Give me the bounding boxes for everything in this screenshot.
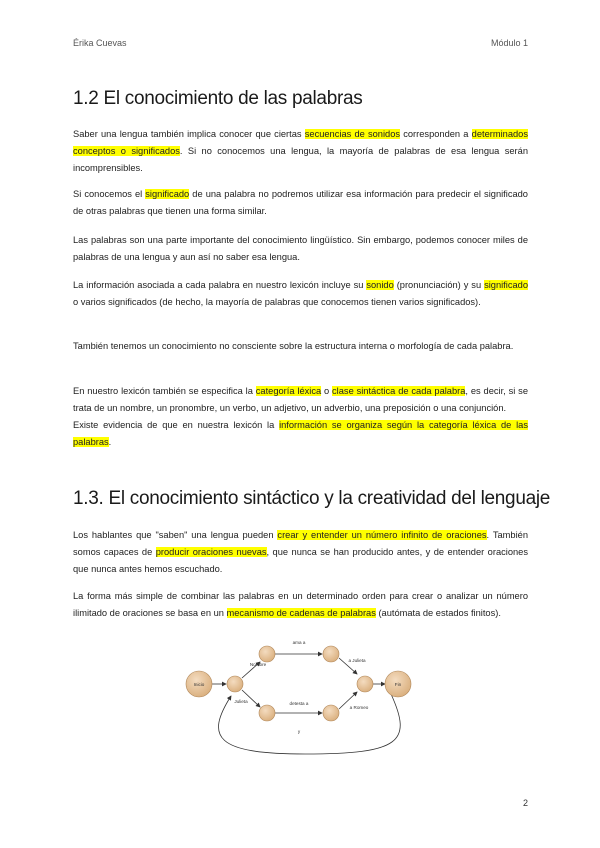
text-run: La forma más simple de combinar las palabras en un determinado orden para crear o analizar un número ilimitado de oraciones se basa en un: [73, 591, 528, 618]
edge-label: detesta a: [289, 701, 309, 706]
paragraph: [73, 338, 528, 355]
text-run: También tenemos un conocimiento no consciente sobre la estructura interna o morfología de cada palabra.: [73, 341, 514, 351]
text-run: o varios significados (de hecho, la mayoría de palabras que conocemos tienen varios significados).: [73, 297, 481, 307]
paragraph: [73, 383, 528, 451]
state-node: [323, 646, 339, 662]
text-run: Existe evidencia de que en nuestra lexicón la: [73, 420, 280, 430]
text-run: . También somos capaces de: [73, 530, 528, 557]
highlighted-text: significado: [484, 280, 528, 290]
state-node: [227, 676, 243, 692]
paragraph: [73, 126, 528, 177]
state-node: [259, 646, 275, 662]
paragraph: [73, 232, 528, 266]
text-run: , que nunca se han producido antes, y de entender oraciones que nunca antes hemos escuchado.: [73, 547, 528, 574]
text-run: La información asociada a cada palabra en nuestro lexicón incluye su: [73, 280, 367, 290]
start-label: Inicio: [193, 682, 205, 687]
text-run: corresponden a: [400, 129, 472, 139]
edge-label: ama a: [292, 640, 306, 645]
header-author: Érika Cuevas: [73, 38, 127, 48]
edge-label: a Romeo: [349, 705, 369, 710]
highlighted-text: determinados conceptos o significados: [73, 129, 528, 156]
edge-label: a Julieta: [348, 658, 366, 663]
text-run: (pronunciación) y su: [393, 280, 485, 290]
page-number: 2: [522, 798, 528, 808]
text-run: Si conocemos el: [73, 189, 146, 199]
text-run: . Si no conocemos una lengua, la mayoría de palabras de esa lengua serán incomprensibles.: [73, 146, 528, 173]
text-run: (autómata de estados finitos).: [375, 608, 501, 618]
highlighted-text: categoría léxica: [255, 386, 322, 396]
text-run: , es decir, si se trata de un nombre, un pronombre, un verbo, un adjetivo, un adverbio, una preposición o una conjunción.: [73, 386, 528, 413]
paragraph: [73, 186, 528, 220]
paragraph: [73, 527, 528, 578]
text-run: Los hablantes que "saben" una lengua pueden: [73, 530, 278, 540]
highlighted-text: mecanismo de cadenas de palabras: [226, 608, 376, 618]
section-1-title: 1.2 El conocimiento de las palabras: [73, 88, 363, 109]
highlighted-text: clase sintáctica de cada palabra: [332, 386, 466, 396]
end-label: Fin: [394, 682, 402, 687]
highlighted-text: sonido: [366, 280, 394, 290]
highlighted-text: producir oraciones nuevas: [155, 547, 267, 557]
state-node: [357, 676, 373, 692]
finite-state-automaton-diagram: [185, 632, 420, 762]
highlighted-text: crear y entender un número infinito de oraciones: [277, 530, 487, 540]
highlighted-text: información se organiza según la categoría léxica de las palabras: [73, 420, 528, 447]
text-run: Saber una lengua también implica conocer que ciertas: [73, 129, 305, 139]
header-module: Módulo 1: [490, 38, 528, 48]
text-run: de una palabra no podremos utilizar esa información para predecir el significado de otras palabras que tienen una forma similar.: [73, 189, 528, 216]
text-run: o: [321, 386, 333, 396]
paragraph: [73, 277, 528, 311]
edge-label: y: [297, 729, 301, 734]
highlighted-text: significado: [145, 189, 190, 199]
text-run: Las palabras son una parte importante del conocimiento lingüístico. Sin embargo, podemos conocer miles de palabras de una lengua y aun así no saber esa lengua.: [73, 235, 528, 262]
text-run: En nuestro lexicón también se especifica la: [73, 386, 256, 396]
edge-label: Julieta: [234, 699, 248, 704]
paragraph: [73, 588, 528, 622]
section-2-title: 1.3. El conocimiento sintáctico y la creatividad del lenguaje: [73, 488, 551, 509]
state-node: [259, 705, 275, 721]
state-node: [323, 705, 339, 721]
edge-label: Nombre: [249, 662, 267, 667]
text-run: .: [108, 437, 112, 447]
highlighted-text: secuencias de sonidos: [304, 129, 401, 139]
